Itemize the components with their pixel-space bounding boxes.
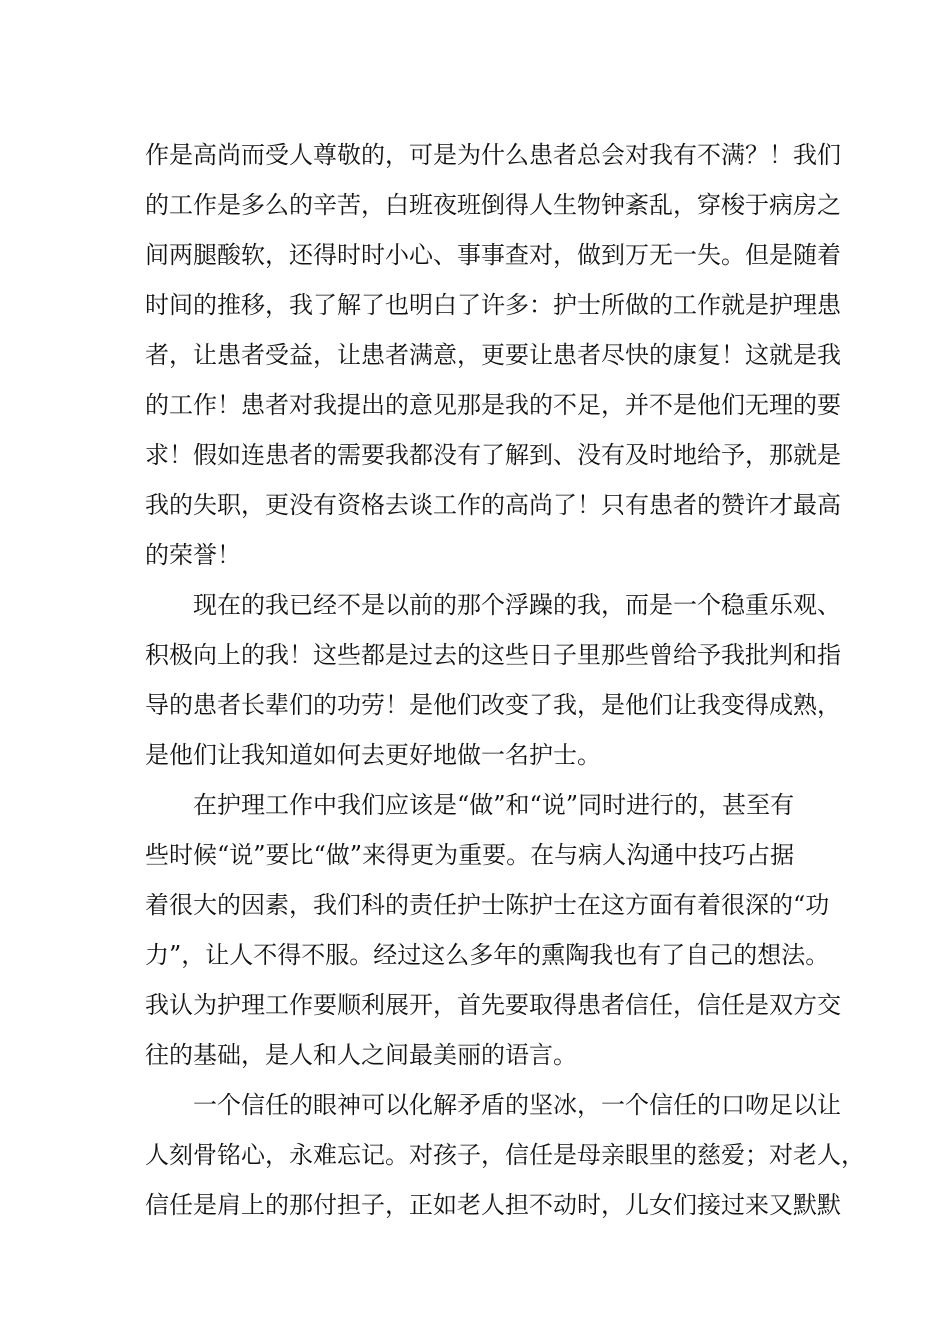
text-line: 导的患者长辈们的功劳！是他们改变了我，是他们让我变得成熟， — [145, 691, 841, 719]
text-line: 现在的我已经不是以前的那个浮躁的我，而是一个稳重乐观、 — [193, 591, 841, 619]
text-line: 人刻骨铭心，永难忘记。对孩子，信任是母亲眼里的慈爱；对老人， — [145, 1141, 865, 1169]
text-line: 者，让患者受益，让患者满意，更要让患者尽快的康复！这就是我 — [145, 341, 841, 369]
paragraph — [145, 780, 841, 1080]
text-line: 的荣誉！ — [145, 541, 241, 569]
paragraph — [145, 580, 841, 780]
text-line: 是他们让我知道如何去更好地做一名护士。 — [145, 741, 601, 769]
paragraph — [145, 1080, 865, 1230]
text-line: 求！假如连患者的需要我都没有了解到、没有及时地给予，那就是 — [145, 441, 841, 469]
text-line: 信任是肩上的那付担子，正如老人担不动时，儿女们接过来又默默 — [145, 1191, 841, 1219]
body-text — [145, 130, 865, 1230]
text-line: 在护理工作中我们应该是“做”和“说”同时进行的，甚至有 — [193, 791, 795, 819]
text-line: 积极向上的我！这些都是过去的这些日子里那些曾给予我批判和指 — [145, 641, 841, 669]
text-line: 作是高尚而受人尊敬的，可是为什么患者总会对我有不满？！我们 — [145, 141, 841, 169]
text-line: 力”，让人不得不服。经过这么多年的熏陶我也有了自己的想法。 — [145, 941, 830, 969]
text-line: 一个信任的眼神可以化解矛盾的坚冰，一个信任的口吻足以让 — [193, 1091, 841, 1119]
text-line: 我认为护理工作要顺利展开，首先要取得患者信任，信任是双方交 — [145, 991, 841, 1019]
text-line: 我的失职，更没有资格去谈工作的高尚了！只有患者的赞许才最高 — [145, 491, 841, 519]
paragraph — [145, 130, 841, 580]
text-line: 往的基础，是人和人之间最美丽的语言。 — [145, 1041, 577, 1069]
text-line: 着很大的因素，我们科的责任护士陈护士在这方面有着很深的“功 — [145, 891, 830, 919]
text-line: 间两腿酸软，还得时时小心、事事查对，做到万无一失。但是随着 — [145, 241, 841, 269]
text-line: 时间的推移，我了解了也明白了许多：护士所做的工作就是护理患 — [145, 291, 841, 319]
text-line: 的工作！患者对我提出的意见那是我的不足，并不是他们无理的要 — [145, 391, 841, 419]
text-line: 的工作是多么的辛苦，白班夜班倒得人生物钟紊乱，穿梭于病房之 — [145, 191, 841, 219]
text-line: 些时候“说”要比“做”来得更为重要。在与病人沟通中技巧占据 — [145, 841, 795, 869]
